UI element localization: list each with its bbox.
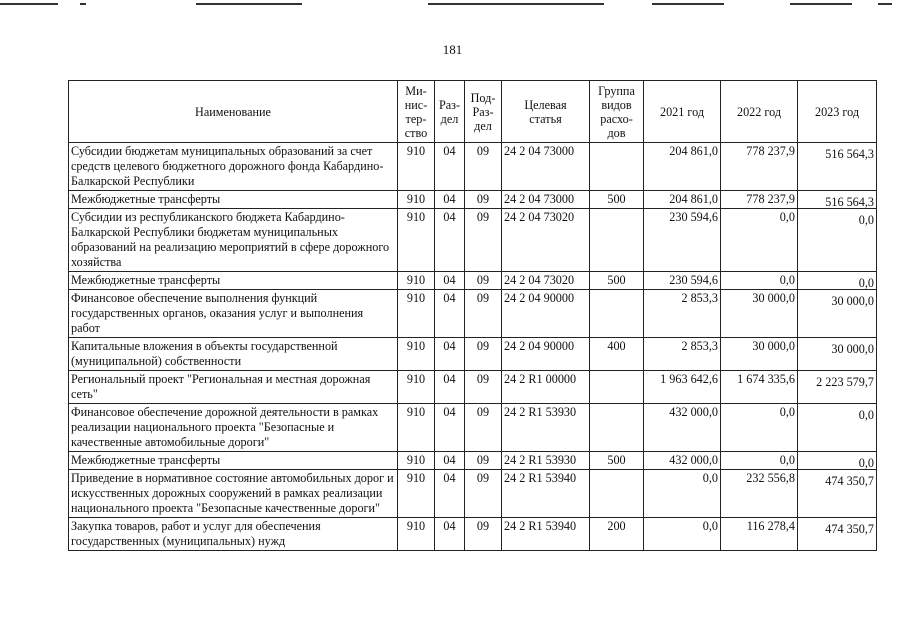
value-2022: 30 000,0 [752,339,795,353]
value-2021: 432 000,0 [669,405,718,419]
cell-2022 [721,452,798,470]
cell-2023 [798,371,877,404]
cell-subsection: 09 [465,404,502,452]
value-2023: 30 000,0 [831,294,874,308]
cell-subsection: 09 [465,338,502,371]
table-row [69,272,877,290]
header-section [435,81,465,143]
value-2021: 230 594,6 [669,210,718,224]
cell-2021 [644,272,721,290]
cell-group: 500 [590,191,644,209]
cell-ministry: 910 [398,404,435,452]
value-2021: 204 861,0 [669,144,718,158]
cell-2022 [721,404,798,452]
value-2023: 0,0 [858,456,874,470]
cell-2022 [721,290,798,338]
table-row [69,290,877,338]
cell-2021 [644,371,721,404]
cell-article: 24 2 R1 53940 [502,470,590,518]
value-2023: 2 223 579,7 [816,375,874,389]
cell-group: 500 [590,272,644,290]
value-2022: 0,0 [779,405,795,419]
value-2022: 778 237,9 [746,144,795,158]
cell-2023 [798,209,877,272]
cell-ministry: 910 [398,371,435,404]
cell-2022 [721,371,798,404]
cell-2021 [644,452,721,470]
header-2021: 2021 год [644,81,721,143]
cell-name: Закупка товаров, работ и услуг для обеспечения государственных (муниципальных) нужд [69,518,398,551]
cell-section: 04 [435,404,465,452]
cell-2021 [644,518,721,551]
cell-name: Капитальные вложения в объекты государственной (муниципальной) собственности [69,338,398,371]
cell-2023 [798,272,877,290]
cell-section: 04 [435,470,465,518]
cell-section: 04 [435,143,465,191]
cell-2022 [721,518,798,551]
table-row [69,143,877,191]
header-subsection [465,81,502,143]
cell-section: 04 [435,452,465,470]
cell-name: Межбюджетные трансферты [69,272,398,290]
value-2021: 0,0 [702,519,718,533]
cell-section: 04 [435,191,465,209]
cell-subsection: 09 [465,290,502,338]
cell-2023 [798,143,877,191]
cell-subsection: 09 [465,518,502,551]
cell-article: 24 2 04 73020 [502,209,590,272]
header-2023: 2023 год [798,81,877,143]
value-2023: 474 350,7 [825,474,874,488]
cell-subsection: 09 [465,191,502,209]
table-row [69,518,877,551]
cell-subsection: 09 [465,209,502,272]
cell-group [590,371,644,404]
header-section-text: Раз- дел [438,97,461,126]
cell-2021 [644,191,721,209]
cell-ministry: 910 [398,209,435,272]
cell-ministry: 910 [398,290,435,338]
table-row [69,209,877,272]
value-2022: 0,0 [779,210,795,224]
cell-subsection: 09 [465,143,502,191]
cell-article: 24 2 04 73020 [502,272,590,290]
header-group [590,81,644,143]
value-2023: 30 000,0 [831,342,874,356]
cell-group [590,290,644,338]
cell-ministry: 910 [398,272,435,290]
cell-name: Субсидии из республиканского бюджета Кабардино-Балкарской Республики бюджетам муниципальных образований на реализацию мероприятий в сфере дорожного хозяйства [69,209,398,272]
value-2023: 516 564,3 [825,147,874,161]
cell-2021 [644,290,721,338]
cell-name: Межбюджетные трансферты [69,452,398,470]
header-ministry [398,81,435,143]
header-name: Наименование [69,81,398,143]
cell-ministry: 910 [398,338,435,371]
cell-ministry: 910 [398,143,435,191]
cell-ministry: 910 [398,452,435,470]
cell-2022 [721,470,798,518]
cell-group: 400 [590,338,644,371]
cell-section: 04 [435,290,465,338]
cell-2022 [721,209,798,272]
value-2023: 0,0 [858,408,874,422]
value-2021: 2 853,3 [681,339,718,353]
page-number: 181 [442,42,463,57]
cell-ministry: 910 [398,470,435,518]
cell-2022 [721,143,798,191]
table-row [69,404,877,452]
table-row [69,470,877,518]
cell-article: 24 2 R1 53930 [502,452,590,470]
value-2022: 116 278,4 [746,519,795,533]
cell-article: 24 2 R1 53930 [502,404,590,452]
cell-2021 [644,470,721,518]
cell-subsection: 09 [465,470,502,518]
cell-2021 [644,404,721,452]
cell-2023 [798,518,877,551]
cell-2023 [798,191,877,209]
cell-group [590,470,644,518]
table-row [69,191,877,209]
cell-group: 500 [590,452,644,470]
cell-subsection: 09 [465,452,502,470]
budget-table [68,80,877,551]
header-ministry-text: Ми- нис- тер- ство [404,83,428,140]
cell-article: 24 2 04 73000 [502,191,590,209]
cell-name: Субсидии бюджетам муниципальных образований за счет средств целевого бюджетного дорожного фонда Кабардино-Балкарской Республики [69,143,398,191]
cell-2022 [721,272,798,290]
cell-2023 [798,470,877,518]
value-2022: 30 000,0 [752,291,795,305]
value-2022: 778 237,9 [746,192,795,206]
value-2021: 432 000,0 [669,453,718,467]
value-2021: 204 861,0 [669,192,718,206]
cell-2023 [798,338,877,371]
cell-group [590,143,644,191]
cell-group: 200 [590,518,644,551]
header-2022: 2022 год [721,81,798,143]
cell-subsection: 09 [465,272,502,290]
cell-2021 [644,209,721,272]
cell-2023 [798,404,877,452]
value-2022: 1 674 335,6 [737,372,795,386]
cell-group [590,404,644,452]
value-2023: 0,0 [858,213,874,227]
cell-name: Региональный проект "Региональная и местная дорожная сеть" [69,371,398,404]
table-row [69,338,877,371]
cell-2023 [798,452,877,470]
cell-group [590,209,644,272]
cell-article: 24 2 04 90000 [502,338,590,371]
header-article-text: Целевая статья [524,97,567,126]
cell-2021 [644,143,721,191]
cell-2021 [644,338,721,371]
cell-name: Финансовое обеспечение выполнения функций государственных органов, оказания услуг и выполнения работ [69,290,398,338]
value-2022: 232 556,8 [746,471,795,485]
header-article [502,81,590,143]
cell-name: Финансовое обеспечение дорожной деятельности в рамках реализации национального проекта "Безопасные и качественные автомобильные дороги" [69,404,398,452]
cell-section: 04 [435,371,465,404]
value-2022: 0,0 [779,453,795,467]
cell-section: 04 [435,338,465,371]
header-subsection-text: Под- Раз- дел [470,90,496,133]
cell-name: Межбюджетные трансферты [69,191,398,209]
cell-article: 24 2 04 90000 [502,290,590,338]
cell-2023 [798,290,877,338]
cell-section: 04 [435,272,465,290]
cell-section: 04 [435,209,465,272]
cell-section: 04 [435,518,465,551]
cell-name: Приведение в нормативное состояние автомобильных дорог и искусственных дорожных сооружений в рамках реализации национального проекта "Безопасные качественные дороги" [69,470,398,518]
value-2023: 474 350,7 [825,522,874,536]
value-2021: 2 853,3 [681,291,718,305]
cell-2022 [721,191,798,209]
header-group-text: Группа видов расхо- дов [598,83,635,140]
cell-ministry: 910 [398,518,435,551]
cell-article: 24 2 R1 00000 [502,371,590,404]
cell-article: 24 2 R1 53940 [502,518,590,551]
table-header-row [69,81,877,143]
value-2021: 1 963 642,6 [660,372,718,386]
value-2023: 0,0 [858,276,874,290]
table-row [69,371,877,404]
cell-2022 [721,338,798,371]
cell-subsection: 09 [465,371,502,404]
value-2023: 516 564,3 [825,195,874,209]
value-2021: 230 594,6 [669,273,718,287]
scan-top-marks [0,0,905,8]
cell-article: 24 2 04 73000 [502,143,590,191]
cell-ministry: 910 [398,191,435,209]
value-2021: 0,0 [702,471,718,485]
value-2022: 0,0 [779,273,795,287]
table-row [69,452,877,470]
